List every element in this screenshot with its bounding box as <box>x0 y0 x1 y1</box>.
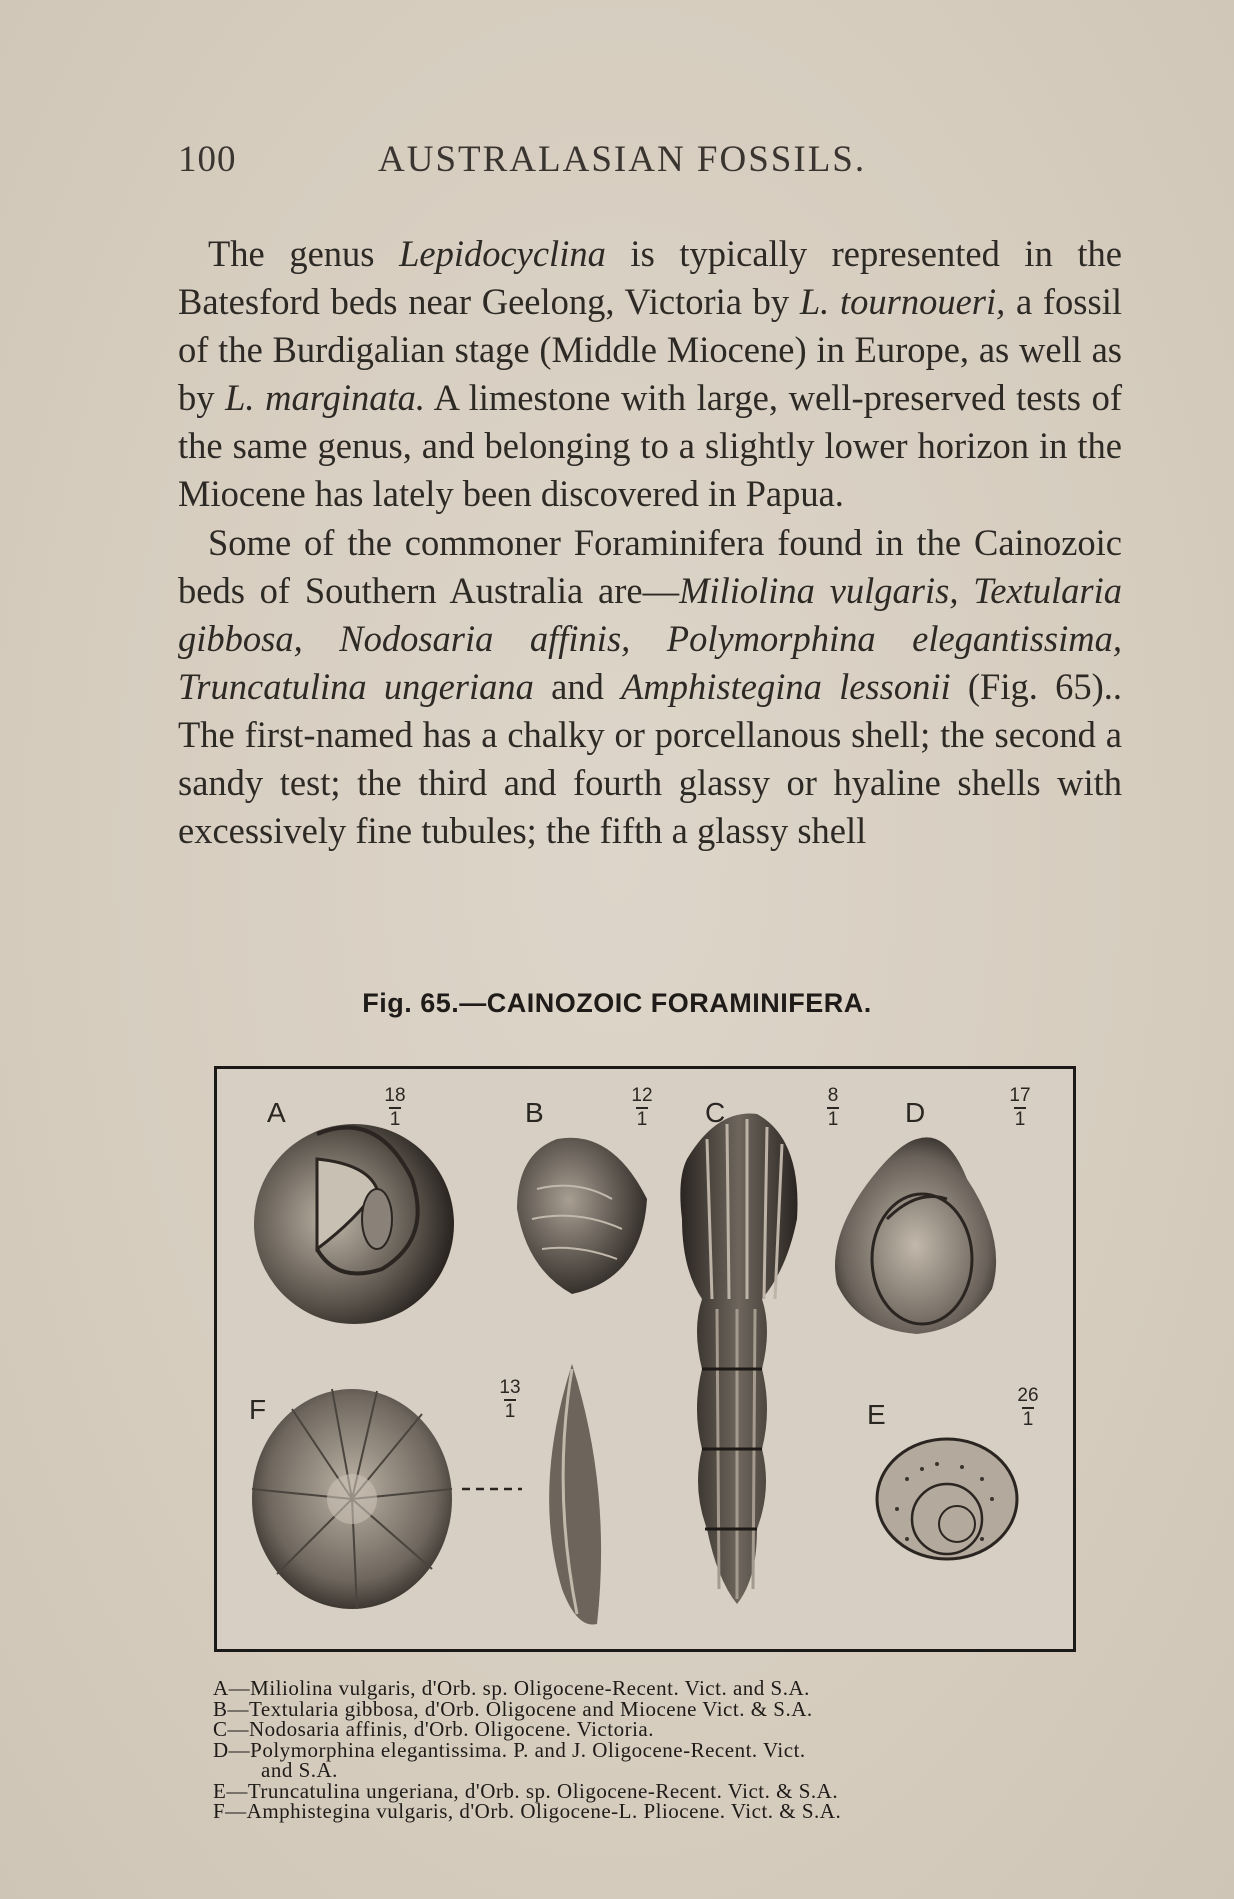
caption-c: C—Nodosaria affinis, d'Orb. Oligocene. Victoria. <box>213 1717 654 1741</box>
caption-a: A—Miliolina vulgaris, d'Orb. sp. Oligocene-Recent. Vict. and S.A. <box>213 1676 810 1700</box>
mag-top: 17 <box>1009 1085 1031 1106</box>
italic-taxon: Amphistegina lessonii <box>621 665 951 707</box>
caption-f: F—Amphistegina vulgaris, d'Orb. Oligocene-L. Pliocene. Vict. & S.A. <box>213 1799 842 1823</box>
foraminifera-illustrations <box>217 1069 1073 1649</box>
label-a: A <box>267 1097 286 1128</box>
magnification-e <box>1013 1387 1043 1429</box>
caption-d-continued: and S.A. <box>261 1758 338 1782</box>
specimen-d-drawing <box>835 1137 996 1334</box>
text-run: (Fig. 65).. The first-named has a chalky or porcellanous shell; the second a sandy test; the third and fourth glassy or hyaline shells with excessively fine tubules; the fifth a glassy shell <box>178 665 1122 852</box>
paragraph-1 <box>178 230 1122 519</box>
mag-top: 18 <box>384 1085 406 1106</box>
italic-taxon: L. marginata. <box>225 377 426 419</box>
magnification-d <box>1005 1087 1035 1129</box>
magnification-c <box>818 1087 848 1129</box>
body-text <box>178 230 1122 855</box>
italic-taxon: Lepidocyclina <box>399 233 606 274</box>
specimen-e-drawing <box>877 1439 1017 1559</box>
caption-e: E—Truncatulina ungeriana, d'Orb. sp. Oligocene-Recent. Vict. & S.A. <box>213 1778 839 1803</box>
label-c: C <box>705 1097 726 1128</box>
mag-top: 12 <box>631 1085 653 1106</box>
mag-bottom: 1 <box>504 1400 516 1422</box>
figure-captions <box>213 1678 1143 1822</box>
paragraph-2 <box>178 519 1122 856</box>
mag-top: 13 <box>499 1377 521 1398</box>
label-f: F <box>249 1394 267 1425</box>
magnification-a <box>380 1087 410 1129</box>
text-run: a fossil of the Burdigalian stage (Middle Miocene) in Europe, as well as by <box>178 281 1122 419</box>
italic-taxon: L. tournoueri, <box>799 281 1006 323</box>
magnification-b <box>627 1087 657 1129</box>
caption-d: D—Polymorphina elegantissima. P. and J. Oligocene-Recent. Vict. <box>213 1737 806 1762</box>
caption-b: B—Textularia gibbosa, d'Orb. Oligocene and Miocene Vict. & S.A. <box>213 1696 813 1721</box>
specimen-f-drawing <box>252 1389 452 1609</box>
magnification-f <box>495 1379 525 1421</box>
mag-bottom: 1 <box>827 1108 839 1130</box>
text-run: The genus <box>208 233 400 274</box>
running-title: AUSTRALASIAN FOSSILS. <box>378 139 867 180</box>
specimen-f-side-drawing <box>549 1364 601 1625</box>
mag-bottom: 1 <box>1022 1408 1034 1430</box>
mag-top: 8 <box>827 1085 839 1106</box>
mag-bottom: 1 <box>389 1108 401 1130</box>
text-run: is typically represented in the Batesford beds near Geelong, Victoria by <box>178 233 1122 323</box>
italic-taxon-list: Miliolina vulgaris, Textularia gibbosa, Nodosaria affinis, Polymorphina elegantissima, Truncatulina ungeriana <box>178 569 1122 707</box>
page-number: 100 <box>178 139 237 180</box>
label-b: B <box>525 1097 544 1128</box>
specimen-c-drawing <box>680 1114 797 1604</box>
text-run: and <box>533 665 622 707</box>
label-d: D <box>905 1097 926 1128</box>
mag-bottom: 1 <box>1014 1108 1026 1130</box>
text-run: A limestone with large, well-preserved tests of the same genus, and belonging to a slightly lower horizon in the Miocene has lately been discovered in Papua. <box>178 377 1122 515</box>
specimen-a-drawing <box>232 1102 477 1347</box>
mag-top: 26 <box>1017 1385 1039 1406</box>
specimen-b-drawing <box>517 1138 647 1294</box>
figure-plate <box>214 1066 1076 1652</box>
mag-bottom: 1 <box>636 1108 648 1130</box>
figure-title: Fig. 65.—CAINOZOIC FORAMINIFERA. <box>362 988 872 1018</box>
text-run: Some of the commoner Foraminifera found in the Cainozoic beds of Southern Australia are— <box>178 521 1122 611</box>
label-e: E <box>867 1399 886 1430</box>
